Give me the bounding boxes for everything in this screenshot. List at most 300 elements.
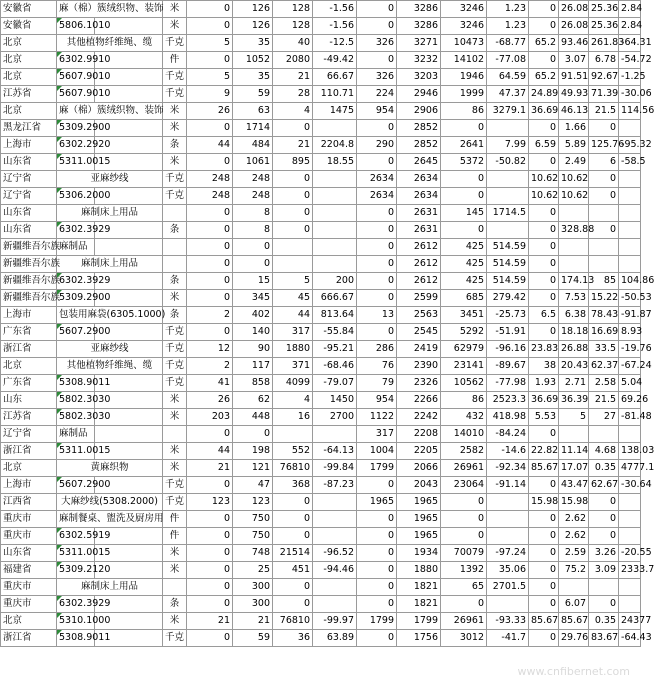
region-cell[interactable]: 北京 [1, 52, 57, 69]
value-cell-c5[interactable]: 0 [357, 630, 397, 647]
region-cell[interactable]: 北京 [1, 358, 57, 375]
value-cell-c12[interactable]: -19.76 [619, 341, 641, 358]
unit-cell[interactable]: 米 [163, 460, 187, 477]
value-cell-c4[interactable]: 2204.8 [313, 137, 357, 154]
product-cell[interactable]: 其他植物纤维绳、缆 [57, 35, 163, 52]
value-cell-c4[interactable]: -99.84 [313, 460, 357, 477]
value-cell-c1[interactable]: 21 [187, 460, 233, 477]
value-cell-c9[interactable]: 38 [529, 358, 559, 375]
value-cell-c12[interactable]: 24377 [619, 613, 641, 630]
value-cell-c8[interactable]: -89.67 [487, 358, 529, 375]
value-cell-c12[interactable] [619, 511, 641, 528]
product-cell[interactable]: 麻制餐桌、盥洗及厨房用 [57, 511, 163, 528]
value-cell-c6[interactable]: 2852 [397, 137, 441, 154]
value-cell-c7[interactable]: 2582 [441, 443, 487, 460]
value-cell-c12[interactable]: 2.84 [619, 1, 641, 18]
region-cell[interactable]: 北京 [1, 613, 57, 630]
value-cell-c2[interactable]: 1052 [233, 52, 273, 69]
value-cell-c11[interactable]: 85 [589, 273, 619, 290]
value-cell-c2[interactable]: 858 [233, 375, 273, 392]
value-cell-c7[interactable]: 145 [441, 205, 487, 222]
product-cell[interactable] [95, 426, 163, 443]
hs-code-cell[interactable]: 麻制品 [57, 426, 95, 443]
value-cell-c5[interactable]: 1965 [357, 494, 397, 511]
value-cell-c5[interactable]: 286 [357, 341, 397, 358]
value-cell-c1[interactable]: 0 [187, 18, 233, 35]
hs-code-cell[interactable]: 5802.3030 [57, 409, 95, 426]
value-cell-c1[interactable]: 248 [187, 188, 233, 205]
value-cell-c8[interactable]: -92.34 [487, 460, 529, 477]
value-cell-c4[interactable]: 666.67 [313, 290, 357, 307]
value-cell-c2[interactable]: 126 [233, 1, 273, 18]
value-cell-c10[interactable]: 328.88 [559, 222, 589, 239]
value-cell-c5[interactable]: 0 [357, 579, 397, 596]
value-cell-c4[interactable]: -1.56 [313, 18, 357, 35]
value-cell-c2[interactable]: 140 [233, 324, 273, 341]
value-cell-c1[interactable]: 248 [187, 171, 233, 188]
value-cell-c11[interactable] [589, 239, 619, 256]
value-cell-c2[interactable]: 0 [233, 426, 273, 443]
unit-cell[interactable]: 条 [163, 596, 187, 613]
product-cell[interactable]: 包装用麻袋(6305.1000) [57, 307, 163, 324]
value-cell-c2[interactable]: 300 [233, 596, 273, 613]
value-cell-c3[interactable]: 128 [273, 18, 313, 35]
value-cell-c7[interactable]: 0 [441, 528, 487, 545]
hs-code-cell[interactable]: 5607.9010 [57, 69, 95, 86]
value-cell-c11[interactable]: 6 [589, 154, 619, 171]
value-cell-c11[interactable]: 0.35 [589, 613, 619, 630]
value-cell-c12[interactable]: 2.84 [619, 18, 641, 35]
value-cell-c3[interactable]: 21 [273, 137, 313, 154]
value-cell-c11[interactable]: 3.09 [589, 562, 619, 579]
region-cell[interactable]: 福建省 [1, 562, 57, 579]
value-cell-c4[interactable]: 63.89 [313, 630, 357, 647]
value-cell-c7[interactable]: 86 [441, 392, 487, 409]
value-cell-c10[interactable] [559, 426, 589, 443]
region-cell[interactable]: 江苏省 [1, 409, 57, 426]
region-cell[interactable]: 安徽省 [1, 1, 57, 18]
value-cell-c1[interactable]: 0 [187, 273, 233, 290]
value-cell-c5[interactable]: 954 [357, 392, 397, 409]
value-cell-c12[interactable]: -91.87 [619, 307, 641, 324]
value-cell-c1[interactable]: 9 [187, 86, 233, 103]
value-cell-c6[interactable]: 1934 [397, 545, 441, 562]
value-cell-c11[interactable]: 125.76 [589, 137, 619, 154]
value-cell-c10[interactable]: 43.47 [559, 477, 589, 494]
value-cell-c3[interactable]: 895 [273, 154, 313, 171]
value-cell-c12[interactable]: -30.06 [619, 86, 641, 103]
value-cell-c6[interactable]: 2599 [397, 290, 441, 307]
product-cell[interactable]: 麻制床上用品 [57, 579, 163, 596]
value-cell-c12[interactable]: -54.72 [619, 52, 641, 69]
value-cell-c7[interactable]: 5372 [441, 154, 487, 171]
value-cell-c12[interactable]: 8.93 [619, 324, 641, 341]
value-cell-c11[interactable]: 21.5 [589, 103, 619, 120]
value-cell-c8[interactable]: -77.08 [487, 52, 529, 69]
value-cell-c9[interactable]: 1.93 [529, 375, 559, 392]
value-cell-c10[interactable]: 3.07 [559, 52, 589, 69]
value-cell-c2[interactable]: 121 [233, 460, 273, 477]
region-cell[interactable]: 辽宁省 [1, 188, 57, 205]
value-cell-c7[interactable]: 23141 [441, 358, 487, 375]
hs-code-cell[interactable]: 5311.0015 [57, 154, 95, 171]
region-cell[interactable]: 山东省 [1, 222, 57, 239]
region-cell[interactable]: 新疆维吾尔族 [1, 273, 57, 290]
value-cell-c4[interactable]: -68.46 [313, 358, 357, 375]
value-cell-c12[interactable]: -20.55 [619, 545, 641, 562]
region-cell[interactable]: 上海市 [1, 307, 57, 324]
value-cell-c6[interactable]: 2390 [397, 358, 441, 375]
value-cell-c1[interactable]: 0 [187, 630, 233, 647]
value-cell-c11[interactable] [589, 205, 619, 222]
value-cell-c9[interactable]: 65.2 [529, 35, 559, 52]
hs-code-cell[interactable]: 6302.3929 [57, 222, 95, 239]
value-cell-c12[interactable]: -67.24 [619, 358, 641, 375]
unit-cell[interactable]: 米 [163, 613, 187, 630]
value-cell-c12[interactable]: 4777.1 [619, 460, 641, 477]
value-cell-c8[interactable]: 514.59 [487, 273, 529, 290]
value-cell-c10[interactable]: 6.07 [559, 596, 589, 613]
unit-cell[interactable]: 米 [163, 443, 187, 460]
unit-cell[interactable]: 千克 [163, 171, 187, 188]
hs-code-cell[interactable]: 6302.3929 [57, 596, 95, 613]
value-cell-c1[interactable]: 0 [187, 290, 233, 307]
value-cell-c6[interactable]: 2906 [397, 103, 441, 120]
value-cell-c4[interactable]: -55.84 [313, 324, 357, 341]
unit-cell[interactable]: 千克 [163, 69, 187, 86]
value-cell-c1[interactable]: 0 [187, 52, 233, 69]
product-cell[interactable]: 麻制床上用品 [57, 205, 163, 222]
value-cell-c11[interactable]: 0 [589, 171, 619, 188]
value-cell-c12[interactable]: 5.04 [619, 375, 641, 392]
value-cell-c2[interactable]: 300 [233, 579, 273, 596]
unit-cell[interactable]: 千克 [163, 188, 187, 205]
value-cell-c12[interactable] [619, 494, 641, 511]
region-cell[interactable]: 安徽省 [1, 18, 57, 35]
value-cell-c3[interactable]: 0 [273, 528, 313, 545]
value-cell-c2[interactable]: 1061 [233, 154, 273, 171]
value-cell-c3[interactable]: 36 [273, 630, 313, 647]
value-cell-c6[interactable]: 2946 [397, 86, 441, 103]
unit-cell[interactable]: 米 [163, 18, 187, 35]
value-cell-c7[interactable]: 10473 [441, 35, 487, 52]
value-cell-c6[interactable]: 2545 [397, 324, 441, 341]
value-cell-c1[interactable]: 21 [187, 613, 233, 630]
value-cell-c1[interactable]: 0 [187, 545, 233, 562]
value-cell-c6[interactable]: 3286 [397, 18, 441, 35]
value-cell-c6[interactable]: 2266 [397, 392, 441, 409]
value-cell-c1[interactable]: 0 [187, 477, 233, 494]
unit-cell[interactable]: 千克 [163, 324, 187, 341]
value-cell-c12[interactable]: -1.25 [619, 69, 641, 86]
value-cell-c3[interactable]: 0 [273, 511, 313, 528]
value-cell-c4[interactable] [313, 256, 357, 273]
value-cell-c7[interactable]: 3012 [441, 630, 487, 647]
value-cell-c1[interactable]: 0 [187, 426, 233, 443]
value-cell-c1[interactable]: 0 [187, 256, 233, 273]
value-cell-c5[interactable]: 0 [357, 1, 397, 18]
value-cell-c2[interactable]: 345 [233, 290, 273, 307]
unit-cell[interactable]: 千克 [163, 375, 187, 392]
value-cell-c7[interactable]: 10562 [441, 375, 487, 392]
value-cell-c11[interactable]: 0 [589, 511, 619, 528]
value-cell-c4[interactable]: -95.21 [313, 341, 357, 358]
value-cell-c3[interactable]: 45 [273, 290, 313, 307]
value-cell-c1[interactable]: 44 [187, 443, 233, 460]
value-cell-c1[interactable]: 203 [187, 409, 233, 426]
value-cell-c3[interactable]: 0 [273, 188, 313, 205]
value-cell-c5[interactable]: 76 [357, 358, 397, 375]
value-cell-c5[interactable]: 317 [357, 426, 397, 443]
value-cell-c1[interactable]: 0 [187, 205, 233, 222]
value-cell-c3[interactable]: 21514 [273, 545, 313, 562]
value-cell-c11[interactable]: 0 [589, 120, 619, 137]
region-cell[interactable]: 山东省 [1, 205, 57, 222]
value-cell-c9[interactable]: 0 [529, 1, 559, 18]
value-cell-c2[interactable]: 402 [233, 307, 273, 324]
value-cell-c9[interactable]: 6.5 [529, 307, 559, 324]
value-cell-c7[interactable]: 26961 [441, 460, 487, 477]
value-cell-c4[interactable] [313, 239, 357, 256]
value-cell-c4[interactable]: 813.64 [313, 307, 357, 324]
value-cell-c7[interactable]: 3246 [441, 1, 487, 18]
region-cell[interactable]: 浙江省 [1, 443, 57, 460]
value-cell-c3[interactable]: 4 [273, 392, 313, 409]
value-cell-c11[interactable] [589, 579, 619, 596]
value-cell-c10[interactable]: 2.62 [559, 511, 589, 528]
value-cell-c1[interactable]: 0 [187, 528, 233, 545]
unit-cell[interactable]: 千克 [163, 358, 187, 375]
value-cell-c12[interactable] [619, 222, 641, 239]
value-cell-c7[interactable]: 0 [441, 171, 487, 188]
value-cell-c11[interactable]: 71.39 [589, 86, 619, 103]
value-cell-c9[interactable]: 15.98 [529, 494, 559, 511]
value-cell-c2[interactable]: 63 [233, 103, 273, 120]
value-cell-c7[interactable]: 5292 [441, 324, 487, 341]
unit-cell[interactable]: 米 [163, 562, 187, 579]
value-cell-c10[interactable]: 6.38 [559, 307, 589, 324]
value-cell-c5[interactable]: 1004 [357, 443, 397, 460]
value-cell-c4[interactable]: -99.97 [313, 613, 357, 630]
hs-code-cell[interactable]: 5607.2900 [57, 477, 95, 494]
value-cell-c10[interactable]: 2.62 [559, 528, 589, 545]
value-cell-c9[interactable]: 6.59 [529, 137, 559, 154]
value-cell-c1[interactable]: 41 [187, 375, 233, 392]
value-cell-c1[interactable]: 0 [187, 324, 233, 341]
value-cell-c9[interactable]: 85.67 [529, 613, 559, 630]
value-cell-c5[interactable]: 0 [357, 222, 397, 239]
value-cell-c10[interactable]: 5 [559, 409, 589, 426]
product-cell[interactable]: 亚麻纱线 [57, 171, 163, 188]
value-cell-c7[interactable]: 14010 [441, 426, 487, 443]
value-cell-c8[interactable]: 418.98 [487, 409, 529, 426]
hs-code-cell[interactable]: 5311.0015 [57, 545, 95, 562]
product-cell[interactable]: 麻（棉）簇绒织物、装饰 [57, 1, 163, 18]
value-cell-c11[interactable] [589, 256, 619, 273]
value-cell-c12[interactable]: 2333.7 [619, 562, 641, 579]
value-cell-c6[interactable]: 1821 [397, 579, 441, 596]
value-cell-c9[interactable]: 10.62 [529, 188, 559, 205]
value-cell-c6[interactable]: 1799 [397, 613, 441, 630]
value-cell-c7[interactable]: 0 [441, 511, 487, 528]
value-cell-c5[interactable]: 0 [357, 239, 397, 256]
unit-cell[interactable]: 条 [163, 307, 187, 324]
value-cell-c2[interactable]: 448 [233, 409, 273, 426]
value-cell-c4[interactable]: -79.07 [313, 375, 357, 392]
value-cell-c1[interactable]: 26 [187, 103, 233, 120]
value-cell-c4[interactable]: -87.23 [313, 477, 357, 494]
value-cell-c3[interactable]: 0 [273, 222, 313, 239]
value-cell-c10[interactable]: 18.18 [559, 324, 589, 341]
unit-cell[interactable]: 条 [163, 222, 187, 239]
value-cell-c11[interactable]: 6.78 [589, 52, 619, 69]
value-cell-c8[interactable] [487, 528, 529, 545]
value-cell-c5[interactable]: 954 [357, 103, 397, 120]
value-cell-c7[interactable]: 14102 [441, 52, 487, 69]
value-cell-c2[interactable]: 117 [233, 358, 273, 375]
value-cell-c7[interactable]: 0 [441, 222, 487, 239]
value-cell-c8[interactable]: -51.91 [487, 324, 529, 341]
value-cell-c9[interactable]: 0 [529, 222, 559, 239]
value-cell-c9[interactable]: 0 [529, 579, 559, 596]
value-cell-c6[interactable]: 2612 [397, 273, 441, 290]
value-cell-c11[interactable]: 92.67 [589, 69, 619, 86]
value-cell-c7[interactable]: 26961 [441, 613, 487, 630]
value-cell-c9[interactable]: 0 [529, 18, 559, 35]
value-cell-c3[interactable]: 16 [273, 409, 313, 426]
value-cell-c7[interactable]: 0 [441, 494, 487, 511]
value-cell-c8[interactable]: 1.23 [487, 1, 529, 18]
value-cell-c6[interactable]: 1965 [397, 511, 441, 528]
value-cell-c8[interactable]: -14.6 [487, 443, 529, 460]
value-cell-c3[interactable]: 5 [273, 273, 313, 290]
value-cell-c10[interactable]: 15.98 [559, 494, 589, 511]
unit-cell[interactable]: 米 [163, 545, 187, 562]
value-cell-c10[interactable]: 17.07 [559, 460, 589, 477]
value-cell-c9[interactable]: 0 [529, 528, 559, 545]
value-cell-c12[interactable] [619, 188, 641, 205]
value-cell-c8[interactable]: -68.77 [487, 35, 529, 52]
unit-cell[interactable]: 千克 [163, 86, 187, 103]
region-cell[interactable]: 广东省 [1, 324, 57, 341]
value-cell-c2[interactable]: 484 [233, 137, 273, 154]
value-cell-c12[interactable]: -64.43 [619, 630, 641, 647]
value-cell-c5[interactable]: 290 [357, 137, 397, 154]
value-cell-c11[interactable]: 33.5 [589, 341, 619, 358]
value-cell-c9[interactable]: 0 [529, 426, 559, 443]
product-cell[interactable] [95, 239, 163, 256]
hs-code-cell[interactable]: 5802.3030 [57, 392, 95, 409]
value-cell-c1[interactable]: 0 [187, 511, 233, 528]
value-cell-c9[interactable]: 22.82 [529, 443, 559, 460]
value-cell-c12[interactable]: 114.56 [619, 103, 641, 120]
value-cell-c6[interactable]: 2631 [397, 205, 441, 222]
region-cell[interactable]: 新疆维吾尔族 [1, 239, 57, 256]
value-cell-c7[interactable]: 425 [441, 239, 487, 256]
value-cell-c10[interactable]: 11.14 [559, 443, 589, 460]
value-cell-c6[interactable]: 1880 [397, 562, 441, 579]
value-cell-c2[interactable]: 62 [233, 392, 273, 409]
value-cell-c10[interactable]: 85.67 [559, 613, 589, 630]
value-cell-c9[interactable]: 10.62 [529, 171, 559, 188]
value-cell-c3[interactable]: 0 [273, 494, 313, 511]
value-cell-c7[interactable]: 685 [441, 290, 487, 307]
value-cell-c10[interactable]: 93.46 [559, 35, 589, 52]
value-cell-c5[interactable]: 1799 [357, 460, 397, 477]
value-cell-c7[interactable]: 1392 [441, 562, 487, 579]
value-cell-c11[interactable]: 4.68 [589, 443, 619, 460]
value-cell-c11[interactable]: 27 [589, 409, 619, 426]
value-cell-c8[interactable]: 47.37 [487, 86, 529, 103]
value-cell-c5[interactable]: 2634 [357, 188, 397, 205]
value-cell-c8[interactable] [487, 511, 529, 528]
hs-code-cell[interactable]: 6302.5919 [57, 528, 95, 545]
value-cell-c8[interactable]: -84.24 [487, 426, 529, 443]
value-cell-c1[interactable]: 2 [187, 307, 233, 324]
value-cell-c8[interactable]: -25.73 [487, 307, 529, 324]
region-cell[interactable]: 浙江省 [1, 341, 57, 358]
value-cell-c2[interactable]: 0 [233, 239, 273, 256]
value-cell-c8[interactable] [487, 494, 529, 511]
region-cell[interactable]: 江西省 [1, 494, 57, 511]
value-cell-c8[interactable]: 35.06 [487, 562, 529, 579]
value-cell-c2[interactable]: 15 [233, 273, 273, 290]
value-cell-c8[interactable]: 64.59 [487, 69, 529, 86]
value-cell-c6[interactable]: 2634 [397, 188, 441, 205]
value-cell-c9[interactable]: 0 [529, 545, 559, 562]
value-cell-c3[interactable]: 0 [273, 205, 313, 222]
value-cell-c4[interactable]: -94.46 [313, 562, 357, 579]
value-cell-c5[interactable]: 0 [357, 205, 397, 222]
value-cell-c11[interactable]: 3.26 [589, 545, 619, 562]
value-cell-c8[interactable]: -96.16 [487, 341, 529, 358]
value-cell-c2[interactable]: 59 [233, 86, 273, 103]
hs-code-cell[interactable]: 5306.2000 [57, 188, 95, 205]
value-cell-c3[interactable]: 0 [273, 579, 313, 596]
hs-code-cell[interactable]: 5308.9011 [57, 375, 95, 392]
value-cell-c2[interactable]: 248 [233, 171, 273, 188]
value-cell-c3[interactable]: 128 [273, 1, 313, 18]
value-cell-c10[interactable] [559, 579, 589, 596]
unit-cell[interactable]: 千克 [163, 630, 187, 647]
value-cell-c3[interactable]: 28 [273, 86, 313, 103]
value-cell-c3[interactable]: 4099 [273, 375, 313, 392]
value-cell-c4[interactable]: -96.52 [313, 545, 357, 562]
value-cell-c9[interactable]: 0 [529, 511, 559, 528]
value-cell-c3[interactable]: 451 [273, 562, 313, 579]
value-cell-c4[interactable] [313, 222, 357, 239]
value-cell-c3[interactable] [273, 239, 313, 256]
value-cell-c1[interactable]: 5 [187, 69, 233, 86]
hs-code-cell[interactable]: 5806.1010 [57, 18, 95, 35]
value-cell-c6[interactable]: 2326 [397, 375, 441, 392]
value-cell-c9[interactable]: 65.2 [529, 69, 559, 86]
value-cell-c11[interactable]: 15.22 [589, 290, 619, 307]
value-cell-c12[interactable] [619, 120, 641, 137]
value-cell-c4[interactable]: -12.5 [313, 35, 357, 52]
value-cell-c9[interactable]: 24.89 [529, 86, 559, 103]
region-cell[interactable]: 新疆维吾尔族 [1, 290, 57, 307]
value-cell-c2[interactable]: 8 [233, 205, 273, 222]
region-cell[interactable]: 上海市 [1, 137, 57, 154]
value-cell-c8[interactable] [487, 120, 529, 137]
value-cell-c6[interactable]: 2634 [397, 171, 441, 188]
value-cell-c12[interactable]: -81.48 [619, 409, 641, 426]
value-cell-c2[interactable]: 35 [233, 35, 273, 52]
value-cell-c11[interactable]: 0 [589, 596, 619, 613]
value-cell-c9[interactable]: 0 [529, 324, 559, 341]
value-cell-c3[interactable]: 552 [273, 443, 313, 460]
